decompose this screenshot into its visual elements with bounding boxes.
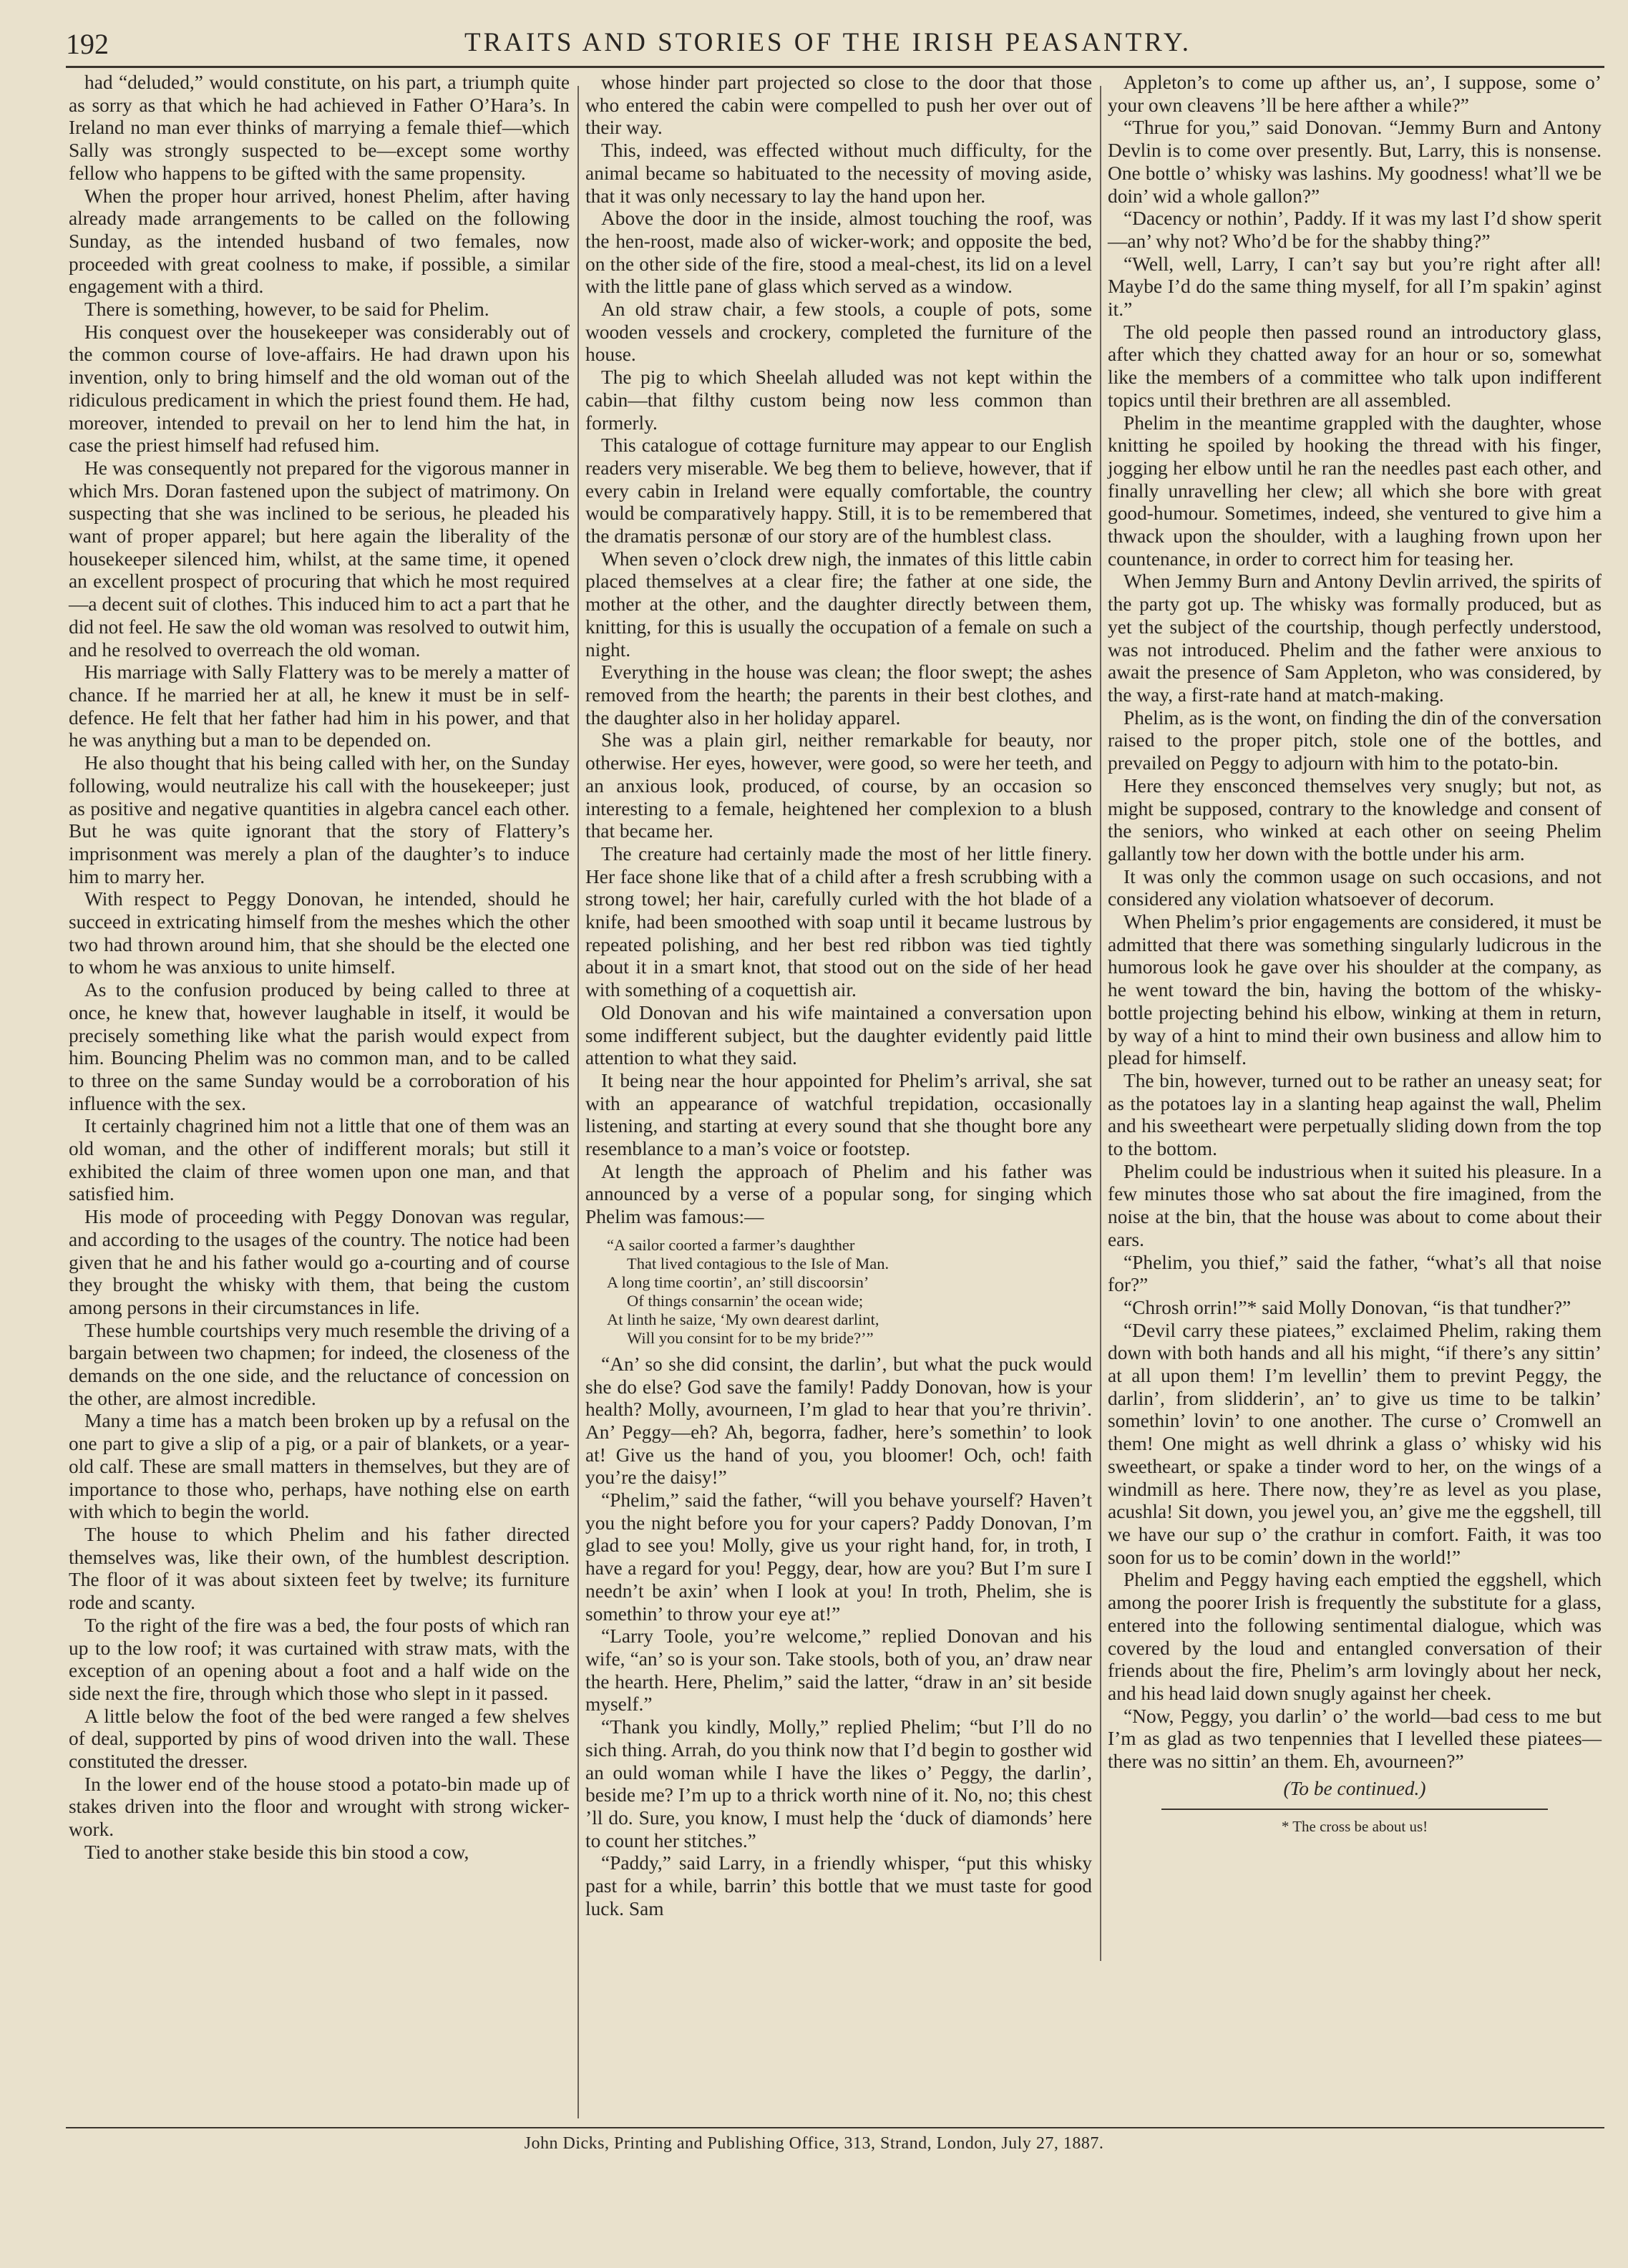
to-be-continued: (To be continued.)	[1283, 1777, 1426, 1799]
paragraph: The bin, however, turned out to be rather an uneasy seat; for as the potatoes lay in a slanting heap against the wall, Phelim and his sweetheart were perpetually sliding down from the top to the bottom.	[1108, 1069, 1602, 1160]
paragraph: When the proper hour arrived, honest Phelim, after having already made arrangements to be called on the following Sunday, as the intended husband of two females, now proceeded with great coolness to make, if possible, a similar engagement with a third.	[69, 185, 570, 298]
footnote: * The cross be about us!	[1281, 1818, 1428, 1836]
paragraph: “Paddy,” said Larry, in a friendly whisper, “put this whisky past for a while, barrin’ this bottle that we must taste for good luck. Sam	[585, 1852, 1092, 1919]
column-3	[1108, 72, 1602, 1839]
header-rule	[66, 66, 1604, 68]
paragraph: The house to which Phelim and his father directed themselves was, like their own, of the humblest description. The floor of it was about sixteen feet by twelve; its furniture rode and scanty.	[69, 1524, 570, 1614]
paragraph: It being near the hour appointed for Phelim’s arrival, she sat with an appearance of watchful trepidation, occasionally listening, and starting at every sound that she thought bore any resemblance to a man’s voice or footstep.	[585, 1069, 1092, 1160]
paragraph: At length the approach of Phelim and his father was announced by a verse of a popular song, for singing which Phelim was famous:—	[585, 1160, 1092, 1228]
column-2-top	[585, 72, 1092, 1229]
verse-line: Of things consarnin’ the ocean wide;	[627, 1291, 864, 1310]
column-2	[585, 72, 1092, 1920]
paragraph: “Well, well, Larry, I can’t say but you’re right after all! Maybe I’d do the same thing myself, for all I’m spakin’ aginst it.”	[1108, 253, 1602, 321]
verse-line: Will you consint for to be my bride?’”	[627, 1328, 874, 1347]
paragraph: “Phelim,” said the father, “will you behave yourself? Haven’t you the night before you for your capers? Paddy Donovan, I’m glad to see you! Molly, give us your right hand, for, in troth, I have a regard for you! Peggy, dear, how are you? But I’m sure I needn’t be axin’ when I look at you! In troth, Phelim, she is somethin’ to throw your eye at!”	[585, 1489, 1092, 1625]
verse-line: “A sailor coorted a farmer’s daughther	[607, 1235, 855, 1254]
paragraph: She was a plain girl, neither remarkable for beauty, nor otherwise. Her eyes, however, were good, so were her teeth, and an anxious look, produced, of course, by an occasion so interesting to a female, heightened her complexion to a blush that became her.	[585, 729, 1092, 842]
paragraph: It was only the common usage on such occasions, and not considered any violation whatsoever of decorum.	[1108, 865, 1602, 910]
paragraph: When Jemmy Burn and Antony Devlin arrived, the spirits of the party got up. The whisky was formally produced, but as yet the subject of the courtship, though perfectly understood, was not introduced. Phelim and the father were anxious to await the presence of Sam Appleton, who was considered, by the way, a first-rate hand at match-making.	[1108, 570, 1602, 706]
paragraph: A little below the foot of the bed were ranged a few shelves of deal, supported by pins of wood driven into the wall. These constituted the dresser.	[69, 1705, 570, 1773]
page-number: 192	[66, 28, 109, 60]
paragraph: Here they ensconced themselves very snugly; but not, as might be supposed, contrary to the knowledge and consent of the seniors, who winked at each other on seeing Phelim gallantly tow her down with the bottle under his arm.	[1108, 774, 1602, 865]
paragraph: “Thrue for you,” said Donovan. “Jemmy Burn and Antony Devlin is to come over presently. But, Larry, this is nonsense. One bottle o’ whisky was lashins. My goodness! what’ll we be doin’ wid a whole gallon?”	[1108, 117, 1602, 207]
paragraph: He also thought that his being called with her, on the Sunday following, would neutralize his call with the housekeeper; just as positive and negative quantities in algebra cancel each other. But he was quite ignorant that the story of Flattery’s imprisonment was merely a plan of the daughter’s to induce him to marry her.	[69, 752, 570, 887]
paragraph: When seven o’clock drew nigh, the inmates of this little cabin placed themselves at a clear fire; the father at one side, the mother at the other, and the daughter directly between them, knitting, for this is usually the occupation of a female on such a night.	[585, 547, 1092, 661]
paragraph: The old people then passed round an introductory glass, after which they chatted away for an hour or so, somewhat like the members of a committee who talk upon indifferent topics until their brethren are all assembled.	[1108, 321, 1602, 411]
paragraph: With respect to Peggy Donovan, he intended, should he succeed in extricating himself from the meshes which the other two had thrown around him, that she should be the elected one to whom he was anxious to unite himself.	[69, 888, 570, 978]
paragraph: Above the door in the inside, almost touching the roof, was the hen-roost, made also of wicker-work; and opposite the bed, on the other side of the fire, stood a meal-chest, its lid on a level with the little pane of glass which served as a window.	[585, 208, 1092, 298]
footer-rule	[66, 2127, 1604, 2128]
paragraph: His marriage with Sally Flattery was to be merely a matter of chance. If he married her at all, he knew it must be in self-defence. He felt that her father had him in his power, and that he was anything but a man to be depended on.	[69, 661, 570, 751]
column-3-text	[1108, 72, 1602, 1773]
song-verse	[607, 1236, 1092, 1348]
paragraph: “An’ so she did consint, the darlin’, but what the puck would she do else? God save the family! Paddy Donovan, how is your health? Molly, avourneen, I’m glad to hear that you’re thrivin’. An’ Peggy—eh? Ah, begorra, fadher, here’s somethin’ to look at! Give us the hand of you, you bloomer! Och, och! faith you’re the daisy!”	[585, 1353, 1092, 1489]
paragraph: Appleton’s to come up afther us, an’, I suppose, some o’ your own cleavens ’ll be here afther a while?”	[1108, 72, 1602, 116]
paragraph: Many a time has a match been broken up by a refusal on the one part to give a slip of a pig, or a pair of blankets, or a year-old calf. These are small matters in themselves, but they are of importance to those who, perhaps, have nothing else on earth with which to begin the world.	[69, 1410, 570, 1523]
column-2-bottom	[585, 1353, 1092, 1921]
paragraph: The pig to which Sheelah alluded was not kept within the cabin—that filthy custom being now less common than formerly.	[585, 366, 1092, 434]
column-divider-2	[1100, 86, 1101, 1961]
paragraph: To the right of the fire was a bed, the four posts of which ran up to the low roof; it was curtained with straw mats, with the exception of an opening about a foot and a half wide on the side next the fire, through which those who slept in it passed.	[69, 1614, 570, 1704]
paragraph: An old straw chair, a few stools, a couple of pots, some wooden vessels and crockery, completed the furniture of the house.	[585, 298, 1092, 366]
paragraph: This, indeed, was effected without much difficulty, for the animal became so habituated to the necessity of moving aside, that it was only necessary to lay the hand upon her.	[585, 140, 1092, 207]
paragraph: “Chrosh orrin!”* said Molly Donovan, “is that tundher?”	[1123, 1296, 1571, 1318]
paragraph: “Phelim, you thief,” said the father, “what’s all that noise for?”	[1108, 1251, 1602, 1296]
column-1	[69, 72, 570, 1864]
paragraph: As to the confusion produced by being called to three at once, he knew that, however laughable in itself, it would be precisely something like what the parish would expect from him. Bouncing Phelim was no common man, and to be called to three on the same Sunday would be a corroboration of his influence with the sex.	[69, 979, 570, 1114]
paragraph: “Dacency or nothin’, Paddy. If it was my last I’d show sperit—an’ why not? Who’d be for the shabby thing?”	[1108, 208, 1602, 252]
paragraph: Phelim in the meantime grappled with the daughter, whose knitting he spoiled by hooking the thread with his finger, jogging her elbow until he ran the needles past each other, and finally unravelling her clew; all which she bore with great good-humour. Sometimes, indeed, she ventured to give him a thwack upon the shoulder, with a laughing frown upon her countenance, in order to correct him for teasing her.	[1108, 412, 1602, 570]
verse-line: A long time coortin’, an’ still discoorsin’	[607, 1272, 869, 1291]
imprint: John Dicks, Printing and Publishing Office, 313, Strand, London, July 27, 1887.	[524, 2134, 1104, 2153]
column-divider-1	[577, 86, 579, 2118]
paragraph: whose hinder part projected so close to the door that those who entered the cabin were compelled to push her over out of their way.	[585, 72, 1092, 139]
paragraph: He was consequently not prepared for the vigorous manner in which Mrs. Doran fastened upon the subject of matrimony. On suspecting that she was inclined to be serious, he pleaded his want of proper apparel; but here again the liberality of the housekeeper silenced him, whilst, at the same time, it opened an excellent prospect of procuring that which he most required—a decent suit of clothes. This induced him to act a part that he did not feel. He saw the old woman was resolved to outwit him, and he resolved to overreach the old woman.	[69, 457, 570, 661]
paragraph: Old Donovan and his wife maintained a conversation upon some indifferent subject, but the daughter evidently paid little attention to what they said.	[585, 1001, 1092, 1069]
paragraph: His mode of proceeding with Peggy Donovan was regular, and according to the usages of the country. The notice had been given that he and his father would go a-courting and of course they brought the whisky with them, that being the custom among persons in their circumstances in life.	[69, 1206, 570, 1318]
running-title: TRAITS AND STORIES OF THE IRISH PEASANTRY.	[464, 28, 1192, 57]
paragraph: “Now, Peggy, you darlin’ o’ the world—bad cess to me but I’m as glad as two tenpennies that I levelled these piatees—there was no sittin’ an them. Eh, avourneen?”	[1108, 1705, 1602, 1773]
verse-line: That lived contagious to the Isle of Man.	[627, 1254, 889, 1272]
paragraph: “Thank you kindly, Molly,” replied Phelim; “but I’ll do no sich thing. Arrah, do you think now that I’d begin to gosther wid an ould woman while I have the likes o’ Peggy, the darlin’, beside me? I’m up to a thrick worth nine of it. No, no; this chest ’ll do. Sure, you know, I must help the ‘duck of diamonds’ here to count her stitches.”	[585, 1716, 1092, 1851]
page-header	[66, 27, 1590, 63]
paragraph: In the lower end of the house stood a potato-bin made up of stakes driven into the floor and wrought with strong wicker-work.	[69, 1773, 570, 1841]
paragraph: His conquest over the housekeeper was considerably out of the common course of love-affairs. He had drawn upon his invention, only to bring himself and the old woman out of the ridiculous predicament in which the priest found them. He had, moreover, intended to prevail on her to lend him the hat, in case the priest himself had refused him.	[69, 321, 570, 457]
paragraph: These humble courtships very much resemble the driving of a bargain between two chapmen; for indeed, the closeness of the demands on the one side, and the reluctance of concession on the other, are almost incredible.	[69, 1319, 570, 1409]
verse-line: At linth he saize, ‘My own dearest darlint,	[607, 1310, 879, 1328]
paragraph: Phelim, as is the wont, on finding the din of the conversation raised to the proper pitch, stole one of the bottles, and prevailed on Peggy to adjourn with him to the potato-bin.	[1108, 706, 1602, 774]
paragraph: “Larry Toole, you’re welcome,” replied Donovan and his wife, “an’ so is your son. Take stools, both of you, an’ draw near the hearth. Here, Phelim,” said the latter, “draw in an’ sit beside myself.”	[585, 1625, 1092, 1715]
paragraph: The creature had certainly made the most of her little finery. Her face shone like that of a child after a fresh scrubbing with a strong towel; her hair, carefully curled with the hot blade of a knife, had been smoothed with soap until it became lustrous by repeated polishing, and her best red ribbon was tied tightly about it in a smart knot, that stood out on the side of her head with something of a coquettish air.	[585, 842, 1092, 1001]
paragraph: There is something, however, to be said for Phelim.	[84, 298, 489, 321]
paragraph: “Devil carry these piatees,” exclaimed Phelim, raking them down with both hands and all his might, “if there’s any sittin’ at all upon them! I’m levellin’ them to prevint Peggy, the darlin’, from slidderin’, an’ to give us time to be talkin’ somethin’ lovin’ to one another. The curse o’ Cromwell an them! One might as well dhrink a glass o’ whisky wid his sweetheart, or spake a tinder word to her, on the wings of a windmill as here. There now, they’re as level as you plase, acushla! Sit down, you jewel you, an’ give me the eggshell, till we have our sup o’ the crathur in comfort. Faith, it was too soon for us to be comin’ down in the world!”	[1108, 1319, 1602, 1568]
footnote-rule	[1161, 1809, 1548, 1810]
paragraph: Tied to another stake beside this bin stood a cow,	[84, 1841, 469, 1863]
paragraph: Phelim and Peggy having each emptied the eggshell, which among the poorer Irish is frequently the substitute for a glass, entered into the following sentimental dialogue, which was covered by the loud and entangled conversation of their friends about the fire, Phelim’s arm lovingly about her neck, and his head laid down snugly against her cheek.	[1108, 1569, 1602, 1704]
paragraph: Phelim could be industrious when it suited his pleasure. In a few minutes those who sat about the fire imagined, from the noise at the bin, that the house was about to come about their ears.	[1108, 1160, 1602, 1250]
paragraph: When Phelim’s prior engagements are considered, it must be admitted that there was something singularly ludicrous in the humorous look he gave over his shoulder at the company, as he went toward the bin, having the bottom of the whisky-bottle projecting behind his elbow, winking at them in return, by way of a hint to mind their own business and allow him to plead for himself.	[1108, 911, 1602, 1069]
paragraph: This catalogue of cottage furniture may appear to our English readers very miserable. We beg them to believe, however, that if every cabin in Ireland were equally comfortable, the country would be comparatively happy. Still, it is to be remembered that the dramatis personæ of our story are of the humblest class.	[585, 434, 1092, 547]
paragraph: had “deluded,” would constitute, on his part, a triumph quite as sorry as that which he had achieved in Father O’Hara’s. In Ireland no man ever thinks of marrying a female thief—which Sally was strongly suspected to be—except some worthy fellow who happens to be gifted with the same propensity.	[69, 72, 570, 184]
paragraph: Everything in the house was clean; the floor swept; the ashes removed from the hearth; the parents in their best clothes, and the daughter also in her holiday apparel.	[585, 661, 1092, 729]
paragraph: It certainly chagrined him not a little that one of them was an old woman, and the other of indifferent morals; but still it exhibited the claim of three women upon one man, and that satisfied him.	[69, 1115, 570, 1205]
